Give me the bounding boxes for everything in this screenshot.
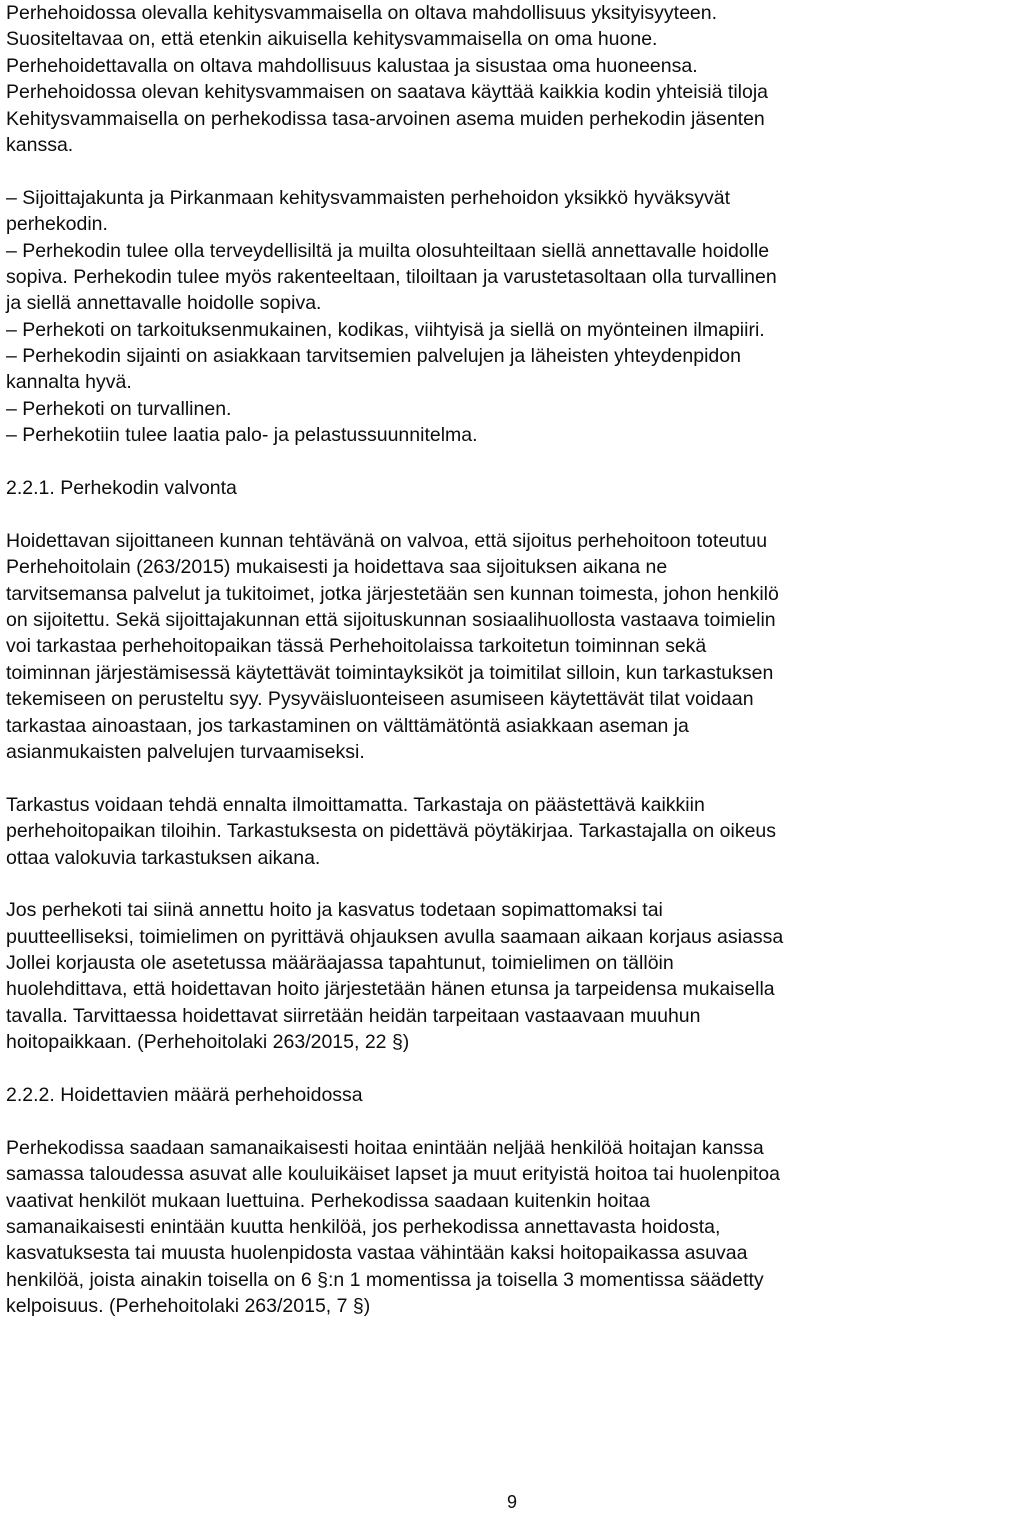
text-line: – Perhekotiin tulee laatia palo- ja pelastussuunnitelma. [6, 424, 478, 447]
text-line: tarkastaa ainoastaan, jos tarkastaminen on välttämätöntä asiakkaan aseman ja [6, 714, 689, 737]
text-line: 2.2.2. Hoidettavien määrä perhehoidossa [6, 1084, 363, 1107]
text-line: tarvitsemansa palvelut ja tukitoimet, jotka järjestetään sen kunnan toimesta, johon henkilö [6, 582, 779, 605]
text-line: Jollei korjausta ole asetetussa määräajassa tapahtunut, toimielimen on tällöin [6, 952, 674, 975]
text-line: puutteelliseksi, toimielimen on pyrittävä ohjauksen avulla saamaan aikaan korjaus asiassa [6, 925, 784, 948]
page-number: 9 [506, 1492, 517, 1512]
text-line: 2.2.1. Perhekodin valvonta [6, 477, 237, 500]
paragraph-gap [6, 1056, 1022, 1082]
text-line: vaativat henkilöt mukaan luettuina. Perhekodissa saadaan kuitenkin hoitaa [6, 1189, 650, 1212]
text-line: Perhehoitolain (263/2015) mukaisesti ja hoidettava saa sijoituksen aikana ne [6, 556, 668, 579]
text-line: – Perhekoti on tarkoituksenmukainen, kodikas, viihtyisä ja siellä on myönteinen ilmapiiri. [6, 318, 765, 341]
paragraph-gap [6, 449, 1022, 475]
text-line: ottaa valokuvia tarkastuksen aikana. [6, 846, 321, 869]
text-line: kasvatuksesta tai muusta huolenpidosta vastaa vähintään kaksi hoitopaikassa asuvaa [6, 1242, 748, 1265]
text-line: Tarkastus voidaan tehdä ennalta ilmoittamatta. Tarkastaja on päästettävä kaikkiin [6, 793, 705, 816]
text-line: sopiva. Perhekodin tulee myös rakenteeltaan, tiloiltaan ja varustetasoltaan olla turvallinen [6, 265, 777, 288]
text-line: kannalta hyvä. [6, 371, 132, 394]
text-line: Kehitysvammaisella on perhekodissa tasa-arvoinen asema muiden perhekodin jäsenten [6, 107, 765, 130]
paragraph-gap [6, 158, 1022, 184]
text-line: Perhehoidettavalla on oltava mahdollisuus kalustaa ja sisustaa oma huoneensa. [6, 54, 698, 77]
paragraph-gap [6, 871, 1022, 897]
text-line: kanssa. [6, 133, 74, 156]
text-line: tavalla. Tarvittaessa hoidettavat siirretään heidän tarpeitaan vastaavaan muuhun [6, 1004, 701, 1027]
paragraph-gap [6, 1108, 1022, 1134]
text-line: toiminnan järjestämisessä käytettävät toimintayksiköt ja toimitilat silloin, kun tarkastuksen [6, 661, 774, 684]
text-line: samanaikaisesti enintään kuutta henkilöä, jos perhekodissa annettavasta hoidosta, [6, 1215, 721, 1238]
text-line: Perhekodissa saadaan samanaikaisesti hoitaa enintään neljää henkilöä hoitajan kanssa [6, 1136, 764, 1159]
text-line: – Perhekoti on turvallinen. [6, 397, 232, 420]
text-line: Suositeltavaa on, että etenkin aikuisella kehitysvammaisella on oma huone. [6, 28, 658, 51]
text-line: Perhehoidossa olevalla kehitysvammaisella on oltava mahdollisuus yksityisyyteen. [6, 2, 718, 24]
document-body [6, 0, 1022, 1320]
paragraph-gap [6, 501, 1022, 527]
text-line: ja siellä annettavalle hoidolle sopiva. [6, 292, 322, 315]
text-line: henkilöä, joista ainakin toisella on 6 §:n 1 momentissa ja toisella 3 momentissa säädetty [6, 1268, 764, 1291]
text-line: perhekodin. [6, 213, 108, 236]
paragraph-gap [6, 765, 1022, 791]
text-line: – Perhekodin sijainti on asiakkaan tarvitsemien palvelujen ja läheisten yhteydenpidon [6, 345, 741, 368]
text-line: Hoidettavan sijoittaneen kunnan tehtävänä on valvoa, että sijoitus perhehoitoon toteutuu [6, 529, 768, 552]
text-line: – Sijoittajakunta ja Pirkanmaan kehitysvammaisten perhehoidon yksikkö hyväksyvät [6, 186, 731, 209]
text-line: Perhehoidossa olevan kehitysvammaisen on saatava käyttää kaikkia kodin yhteisiä tiloja [6, 81, 769, 104]
text-line: – Perhekodin tulee olla terveydellisiltä ja muilta olosuhteiltaan siellä annettavalle hoidolle [6, 239, 770, 262]
text-line: hoitopaikkaan. (Perhehoitolaki 263/2015, 22 §) [6, 1031, 410, 1054]
text-line: voi tarkastaa perhehoitopaikan tässä Perhehoitolaissa tarkoitetun toiminnan sekä [6, 635, 707, 658]
text-line: tekemiseen on perusteltu syy. Pysyväisluonteiseen asumiseen käytettävät tilat voidaan [6, 688, 754, 711]
text-line: Jos perhekoti tai siinä annettu hoito ja kasvatus todetaan sopimattomaksi tai [6, 899, 663, 922]
text-line: perhehoitopaikan tiloihin. Tarkastuksesta on pidettävä pöytäkirjaa. Tarkastajalla on oikeus [6, 820, 777, 843]
text-line: on sijoitettu. Sekä sijoittajakunnan että sijoituskunnan sosiaalihuollosta vastaava toimielin [6, 608, 776, 631]
text-line: kelpoisuus. (Perhehoitolaki 263/2015, 7 §) [6, 1295, 371, 1318]
text-line: samassa taloudessa asuvat alle kouluikäiset lapset ja muut erityistä hoitoa tai huolenpitoa [6, 1163, 780, 1186]
text-line: asianmukaisten palvelujen turvaamiseksi. [6, 740, 365, 763]
text-line: huolehdittava, että hoidettavan hoito järjestetään hänen etunsa ja tarpeidensa mukaisella [6, 978, 775, 1001]
